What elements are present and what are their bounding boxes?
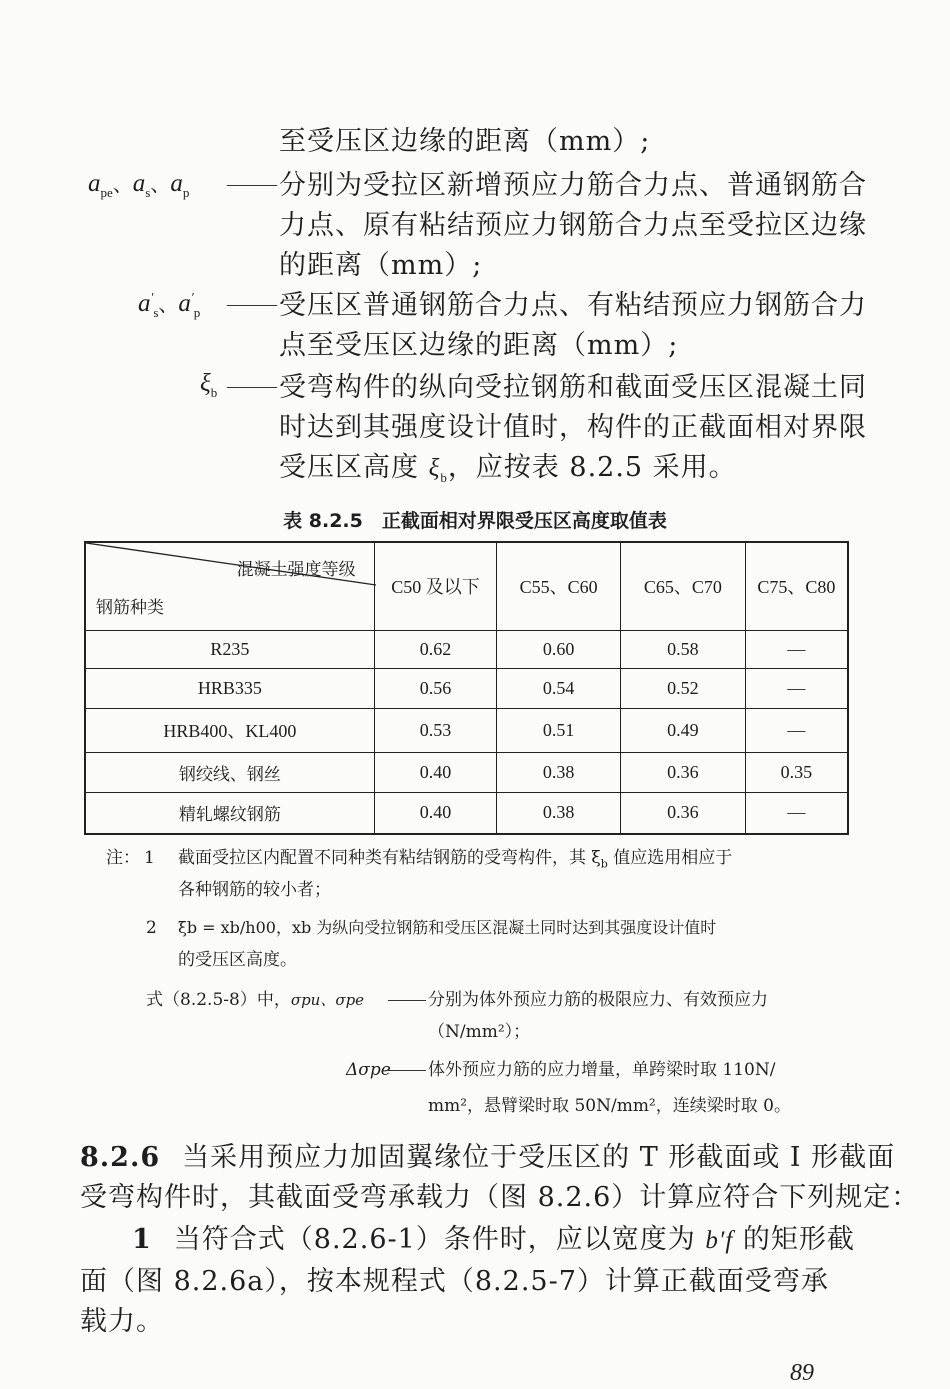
note-label: 注： xyxy=(106,848,140,868)
note-2-line-2: 的受压区高度。 xyxy=(178,950,297,970)
column-header: C75、C80 xyxy=(745,542,848,630)
row-label: HRB335 xyxy=(85,668,374,708)
table-cell: 0.52 xyxy=(620,668,745,708)
table-cell: 0.38 xyxy=(497,792,621,834)
table-cell: 0.62 xyxy=(374,630,497,668)
em-dash xyxy=(388,1000,426,1001)
math-symbol: $a_{pe}$ xyxy=(88,170,113,200)
table-cell: 0.56 xyxy=(374,668,497,708)
def-ape-line-2: 力点、原有粘结预应力钢筋合力点至受拉区边缘 xyxy=(279,210,867,241)
note-1-text: 截面受拉区内配置不同种类有粘结钢筋的受弯构件，其 $\xi_b$ 值应选用相应于 xyxy=(178,848,733,871)
em-dash xyxy=(227,387,277,388)
delta-line-2: mm²，悬臂梁时取 50N/mm²，连续梁时取 0。 xyxy=(428,1096,791,1116)
corner-top-label: 混凝土强度等级 xyxy=(236,560,356,580)
def-ape-symbols: $a_{pe}$、$a_s$、$a_p$ xyxy=(88,170,190,200)
page-number: 89 xyxy=(790,1360,814,1386)
row-label: HRB400、KL400 xyxy=(85,708,374,752)
section-8-2-6-line-1: 8.2.6 当采用预应力加固翼缘位于受压区的 T 形截面或 I 形截面 xyxy=(80,1142,896,1173)
table-cell: 0.36 xyxy=(620,752,745,792)
table-header-row xyxy=(85,542,848,630)
row-label: R235 xyxy=(85,630,374,668)
section-8-2-6-line-2: 受弯构件时，其截面受弯承载力（图 8.2.6）计算应符合下列规定： xyxy=(80,1182,920,1213)
table-row xyxy=(85,752,848,792)
def-xib-line-2: 时达到其强度设计值时，构件的正截面相对界限 xyxy=(279,412,867,443)
formula-note-line-1: 分别为体外预应力筋的极限应力、有效预应力 xyxy=(428,990,768,1010)
table-cell: — xyxy=(745,630,848,668)
def-xib-text xyxy=(279,368,867,498)
column-header: C65、C70 xyxy=(620,542,745,630)
table-cell: 0.60 xyxy=(497,630,621,668)
formula-note-line-2: （N/mm²）； xyxy=(428,1022,531,1042)
column-header: C55、C60 xyxy=(497,542,621,630)
def-aprime-line-2: 点至受压区边缘的距离（mm）; xyxy=(279,330,679,361)
section-item-1-line-1: 1 当符合式（8.2.6-1）条件时，应以宽度为 b′f 的矩形截 xyxy=(132,1224,855,1255)
delta-symbol: Δσpe xyxy=(346,1060,391,1080)
def-xib-line-3: 受压区高度 $\xi_b$，应按表 8.2.5 采用。 xyxy=(279,452,737,485)
table-cell: 0.49 xyxy=(620,708,745,752)
table-row xyxy=(85,792,848,834)
table-cell: — xyxy=(745,708,848,752)
em-dash xyxy=(388,1070,426,1071)
math-symbol: $a_s$ xyxy=(132,170,151,200)
em-dash xyxy=(227,185,277,186)
def-ape-text xyxy=(279,166,867,286)
table-cell: 0.40 xyxy=(374,792,497,834)
def-xib-symbol: $\xi_b$ xyxy=(200,370,218,400)
section-item-1-line-2: 面（图 8.2.6a），按本规程式（8.2.5-7）计算正截面受弯承 xyxy=(80,1266,829,1297)
def-line-0: 至受压区边缘的距离（mm）; xyxy=(279,126,651,157)
item-number: 1 xyxy=(132,1224,152,1255)
note-2-line-1: ξb = xb/h00，xb 为纵向受拉钢筋和受压区混凝土同时达到其强度设计值时 xyxy=(178,918,717,937)
table-caption: 表 8.2.5 正截面相对界限受压区高度取值表 xyxy=(283,510,667,532)
note-number: 1 xyxy=(144,848,155,868)
table-cell: 0.53 xyxy=(374,708,497,752)
corner-bottom-label: 钢筋种类 xyxy=(96,597,164,618)
table-cell: — xyxy=(745,792,848,834)
strength-table xyxy=(84,541,849,835)
table-cell: 0.36 xyxy=(620,792,745,834)
def-aprime xyxy=(0,286,950,366)
def-aprime-symbols: $a'_s$、$a'_p$ xyxy=(138,289,201,320)
def-aprime-line-1: 受压区普通钢筋合力点、有粘结预应力钢筋合力 xyxy=(279,290,867,321)
table-corner-cell xyxy=(85,542,374,630)
table-cell: 0.51 xyxy=(497,708,621,752)
def-ape xyxy=(0,166,950,286)
delta-line-1: 体外预应力筋的应力增量，单跨梁时取 110N/ xyxy=(428,1060,776,1080)
table-cell: 0.54 xyxy=(497,668,621,708)
table-cell: 0.40 xyxy=(374,752,497,792)
table-row xyxy=(85,708,848,752)
def-ape-line-3: 的距离（mm）; xyxy=(279,250,483,281)
def-aprime-text xyxy=(279,286,867,366)
def-xib-line-1: 受弯构件的纵向受拉钢筋和截面受压区混凝土同 xyxy=(279,372,867,403)
column-header: C50 及以下 xyxy=(374,542,497,630)
formula-note: 式（8.2.5-8）中，σpu、σpe xyxy=(146,990,365,1010)
math-symbol: $a'_p$ xyxy=(178,289,201,320)
def-ape-line-1: 分别为受拉区新增预应力筋合力点、普通钢筋合 xyxy=(279,170,867,201)
section-item-1-line-3: 载力。 xyxy=(80,1306,164,1337)
table-cell: — xyxy=(745,668,848,708)
table-cell: 0.58 xyxy=(620,630,745,668)
section-number: 8.2.6 xyxy=(80,1142,161,1173)
math-symbol: $a'_s$ xyxy=(138,289,159,320)
em-dash xyxy=(227,305,277,306)
row-label: 钢绞线、钢丝 xyxy=(85,752,374,792)
table-cell: 0.35 xyxy=(745,752,848,792)
table-row xyxy=(85,668,848,708)
note-2-number: 2 xyxy=(146,918,157,938)
math-symbol: $a_p$ xyxy=(170,170,190,200)
row-label: 精轧螺纹钢筋 xyxy=(85,792,374,834)
def-xib xyxy=(0,368,950,488)
table-row xyxy=(85,630,848,668)
note-1 xyxy=(106,842,155,874)
table-cell: 0.38 xyxy=(497,752,621,792)
note-1-line-2: 各种钢筋的较小者； xyxy=(178,880,331,900)
